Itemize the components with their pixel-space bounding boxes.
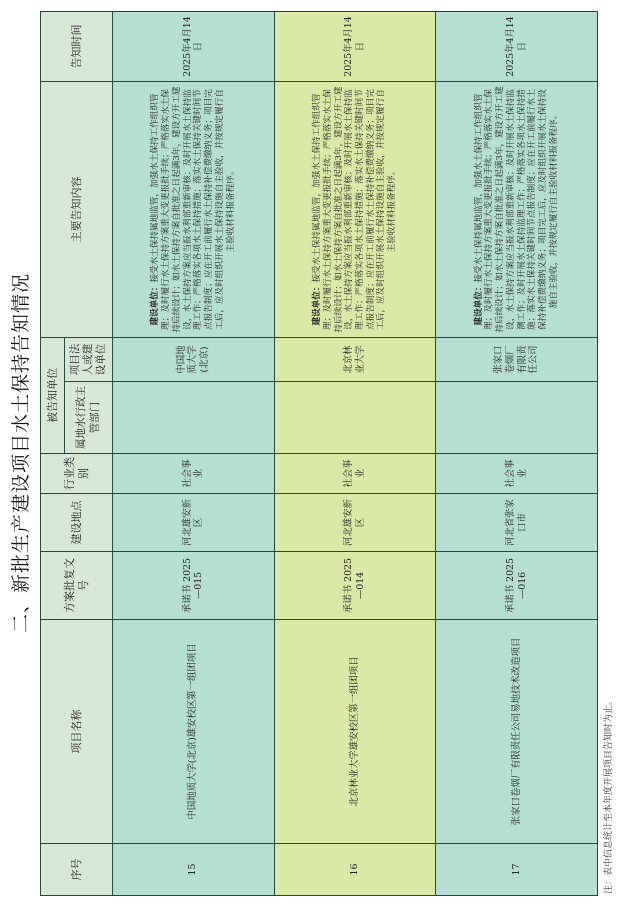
content-label: 建设单位： [150, 282, 161, 326]
header-name: 项目名称 [41, 620, 113, 844]
row-local-dept [113, 382, 275, 454]
row-approval-no: 承诺书 2025—014 [274, 552, 436, 620]
row-content [274, 82, 436, 338]
content-text: 接受水土保持属地监管，加强水土保持工作组织管理；及时履行水土保持方案重大变更报批手续；严格落实水土保持后续设计；如水土保持方案自批准之日起满3年，建设方开工建设，水土保持方案应当报水利部重新审核；及时开展水土保持监理工作；严格落实各项水土保持措施；落实水土保持关键时间节点报告制度；应在开工前履行水土保持补偿费缴纳义务；项目完工后，应及时组织开展水土保持设施自主验收，并按规定履行自主验收材料报备程序。 [312, 86, 398, 333]
header-time: 告知时间 [41, 12, 113, 82]
table-row [274, 12, 436, 896]
row-time: 2025年4月14日 [436, 12, 598, 82]
row-local-dept [274, 382, 436, 454]
row-approval-no: 承诺书 2025—016 [436, 552, 598, 620]
table-row [436, 12, 598, 896]
row-content [113, 82, 275, 338]
row-location: 河北雄安新区 [274, 494, 436, 552]
row-location: 河北雄安新区 [113, 494, 275, 552]
row-project-name: 中国地质大学(北京)雄安校区第一组团项目 [113, 620, 275, 844]
row-project-name: 张家口卷烟厂有限责任公司易地技术改造项目 [436, 620, 598, 844]
row-builder: 中国地质大学(北京) [113, 338, 275, 382]
notification-table [40, 11, 598, 896]
row-industry: 社会事业 [274, 454, 436, 494]
header-content: 主要告知内容 [41, 82, 113, 338]
row-location: 河北省张家口市 [436, 494, 598, 552]
row-seq: 17 [436, 844, 598, 896]
row-seq: 16 [274, 844, 436, 896]
header-approval-no: 方案批复文号 [41, 552, 113, 620]
row-industry: 社会事业 [436, 454, 598, 494]
row-approval-no: 承诺书 2025—015 [113, 552, 275, 620]
row-time: 2025年4月14日 [274, 12, 436, 82]
header-location: 建设地点 [41, 494, 113, 552]
header-seq: 序号 [41, 844, 113, 896]
content-label: 建设单位： [312, 282, 323, 326]
header-local-dept: 属地水行政主管部门 [65, 382, 113, 454]
table-row [113, 12, 275, 896]
content-text: 接受水土保持属地监管，加强水土保持工作组织管理；及时履行水土保持方案重大变更报批手续；严格落实水土保持后续设计；如水土保持方案自批准之日起满3年，建设方开工建设，水土保持方案应当报水利部重新审核；及时开展水土保持监测工作；及时开展水土保持监理工作；严格落实各项水土保持措施；落实水土保持关键时间节点报告制度；应在开工前履行水土保持补偿费缴纳义务；项目完工后，应及时组织开展水土保持设施自主验收，并按规定履行自主验收材料报备程序。 [473, 86, 559, 333]
header-industry: 行业类别 [41, 454, 113, 494]
content-label: 建设单位： [473, 282, 484, 326]
header-notified-group: 被告知单位 [41, 338, 65, 454]
row-time: 2025年4月14日 [113, 12, 275, 82]
page-title: 二、新批生产建设项目水土保持告知情况 [10, 273, 32, 634]
row-project-name: 北京林业大学雄安校区第一组团项目 [274, 620, 436, 844]
content-text: 接受水土保持属地监管，加强水土保持工作组织管理；及时履行水土保持方案重大变更报批手续；严格落实水土保持后续设计；如水土保持方案自批准之日起满3年，建设方开工建设，水土保持方案应当报水利部重新审核；及时开展水土保持监理工作；严格落实各项水土保持措施；落实水土保持关键时间节点报告制度；应在开工前履行水土保持补偿费缴纳义务；项目完工后，应及时组织开展水土保持设施自主验收，并按规定履行自主验收材料报备程序。 [150, 86, 236, 333]
header-builder: 项目法人或建设单位 [65, 338, 113, 382]
row-local-dept [436, 382, 598, 454]
row-seq: 15 [113, 844, 275, 896]
row-content [436, 82, 598, 338]
row-industry: 社会事业 [113, 454, 275, 494]
footnote: 注：表中信息统计至本年度开展项目告知时为止。 [604, 695, 614, 894]
row-builder: 张家口卷烟厂有限责任公司 [436, 338, 598, 382]
row-builder: 北京林业大学 [274, 338, 436, 382]
